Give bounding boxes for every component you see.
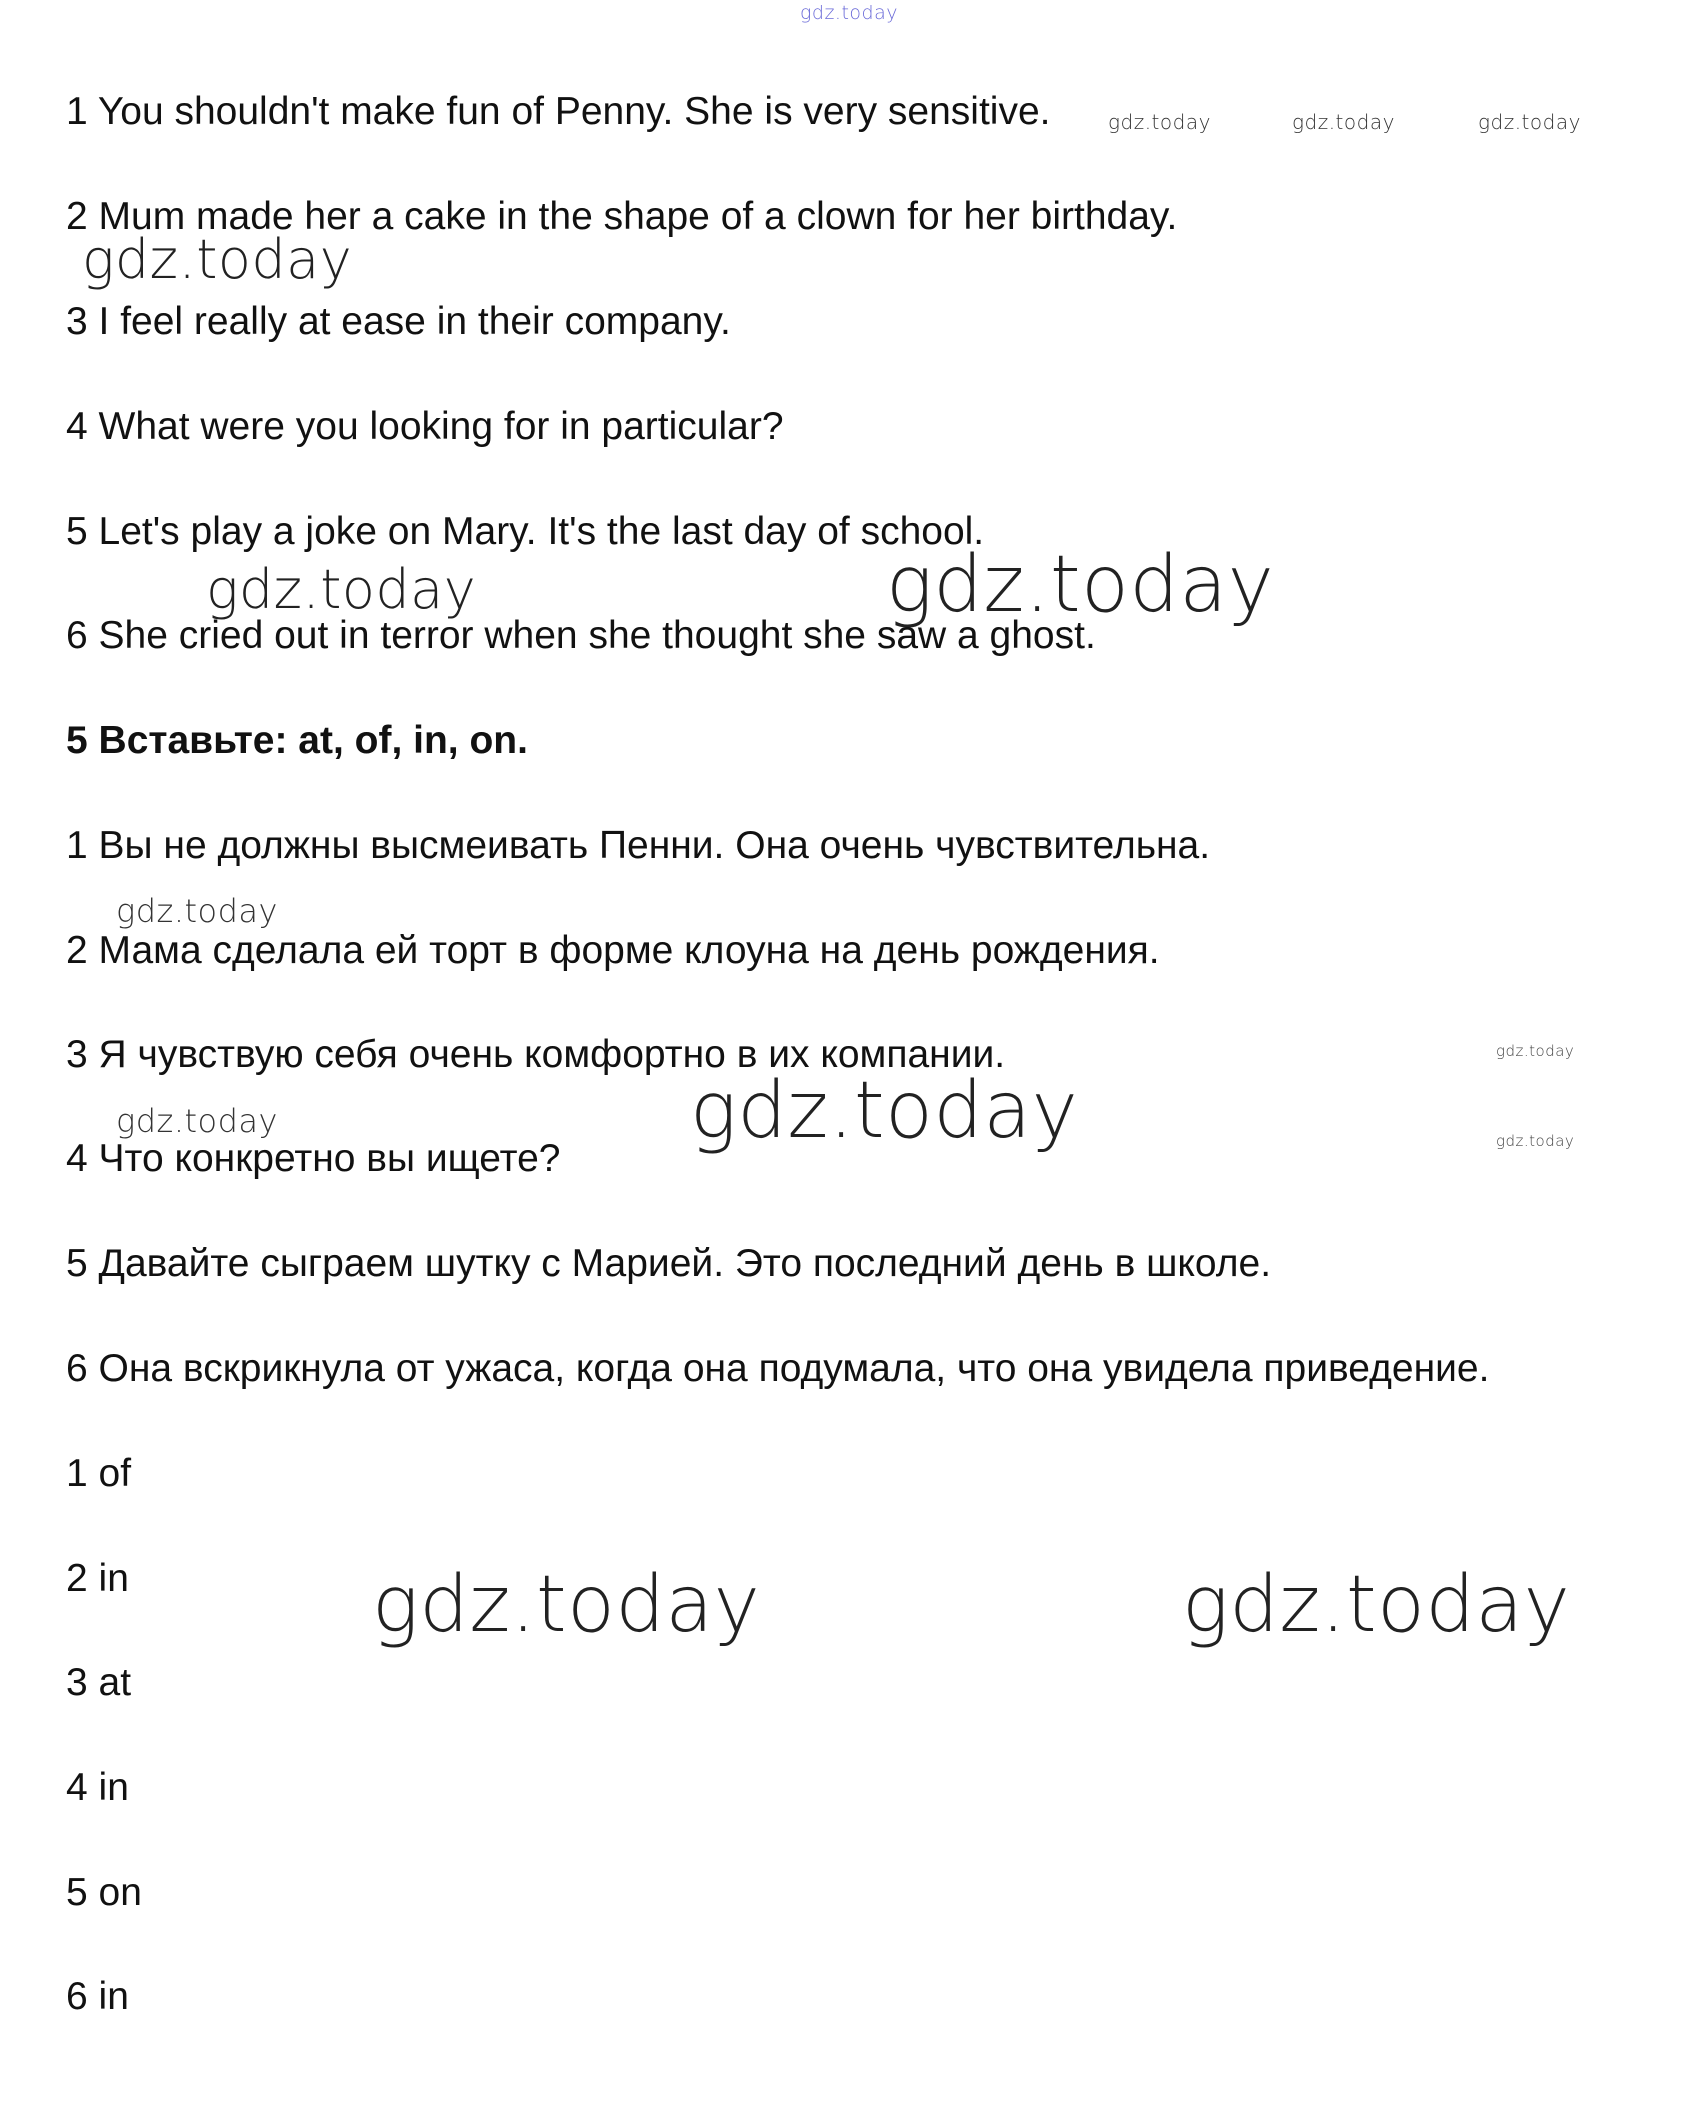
english-sentence-3: 3 I feel really at ease in their company. [66, 300, 731, 343]
watermark: gdz.today [886, 540, 1275, 630]
russian-sentence-5: 5 Давайте сыграем шутку с Марией. Это последний день в школе. [66, 1242, 1272, 1285]
answer-4: 4 in [66, 1766, 129, 1809]
watermark: gdz.today [1182, 1560, 1571, 1650]
watermark: gdz.today [372, 1560, 761, 1650]
english-sentence-2: 2 Mum made her a cake in the shape of a clown for her birthday. [66, 195, 1178, 238]
english-sentence-6: 6 She cried out in terror when she thought she saw a ghost. [66, 614, 1096, 657]
watermark: gdz.today [1478, 110, 1581, 134]
watermark: gdz.today [1292, 110, 1395, 134]
answer-1: 1 of [66, 1452, 132, 1495]
watermark: gdz.today [1496, 1042, 1575, 1060]
watermark: gdz.today [116, 1102, 278, 1140]
watermark: gdz.today [116, 892, 278, 930]
russian-sentence-1: 1 Вы не должны высмеивать Пенни. Она очень чувствительна. [66, 824, 1211, 867]
russian-sentence-3: 3 Я чувствую себя очень комфортно в их компании. [66, 1033, 1006, 1076]
english-sentence-4: 4 What were you looking for in particular? [66, 405, 784, 448]
english-sentence-1: 1 You shouldn't make fun of Penny. She is very sensitive. [66, 90, 1051, 133]
watermark: gdz.today [690, 1066, 1079, 1156]
answer-5: 5 on [66, 1871, 142, 1914]
russian-sentence-6: 6 Она вскрикнула от ужаса, когда она подумала, что она увидела приведение. [66, 1347, 1490, 1390]
watermark-top: gdz.today [800, 2, 898, 24]
answer-6: 6 in [66, 1975, 129, 2018]
english-sentence-5: 5 Let's play a joke on Mary. It's the last day of school. [66, 510, 985, 553]
russian-sentence-2: 2 Мама сделала ей торт в форме клоуна на день рождения. [66, 929, 1160, 972]
watermark: gdz.today [82, 228, 353, 291]
watermark: gdz.today [206, 558, 477, 621]
watermark: gdz.today [1496, 1132, 1575, 1150]
answer-3: 3 at [66, 1661, 132, 1704]
exercise-heading: 5 Вставьте: at, of, in, on. [66, 719, 528, 762]
russian-sentence-4: 4 Что конкретно вы ищете? [66, 1137, 561, 1180]
answer-2: 2 in [66, 1557, 129, 1600]
watermark: gdz.today [1108, 110, 1211, 134]
